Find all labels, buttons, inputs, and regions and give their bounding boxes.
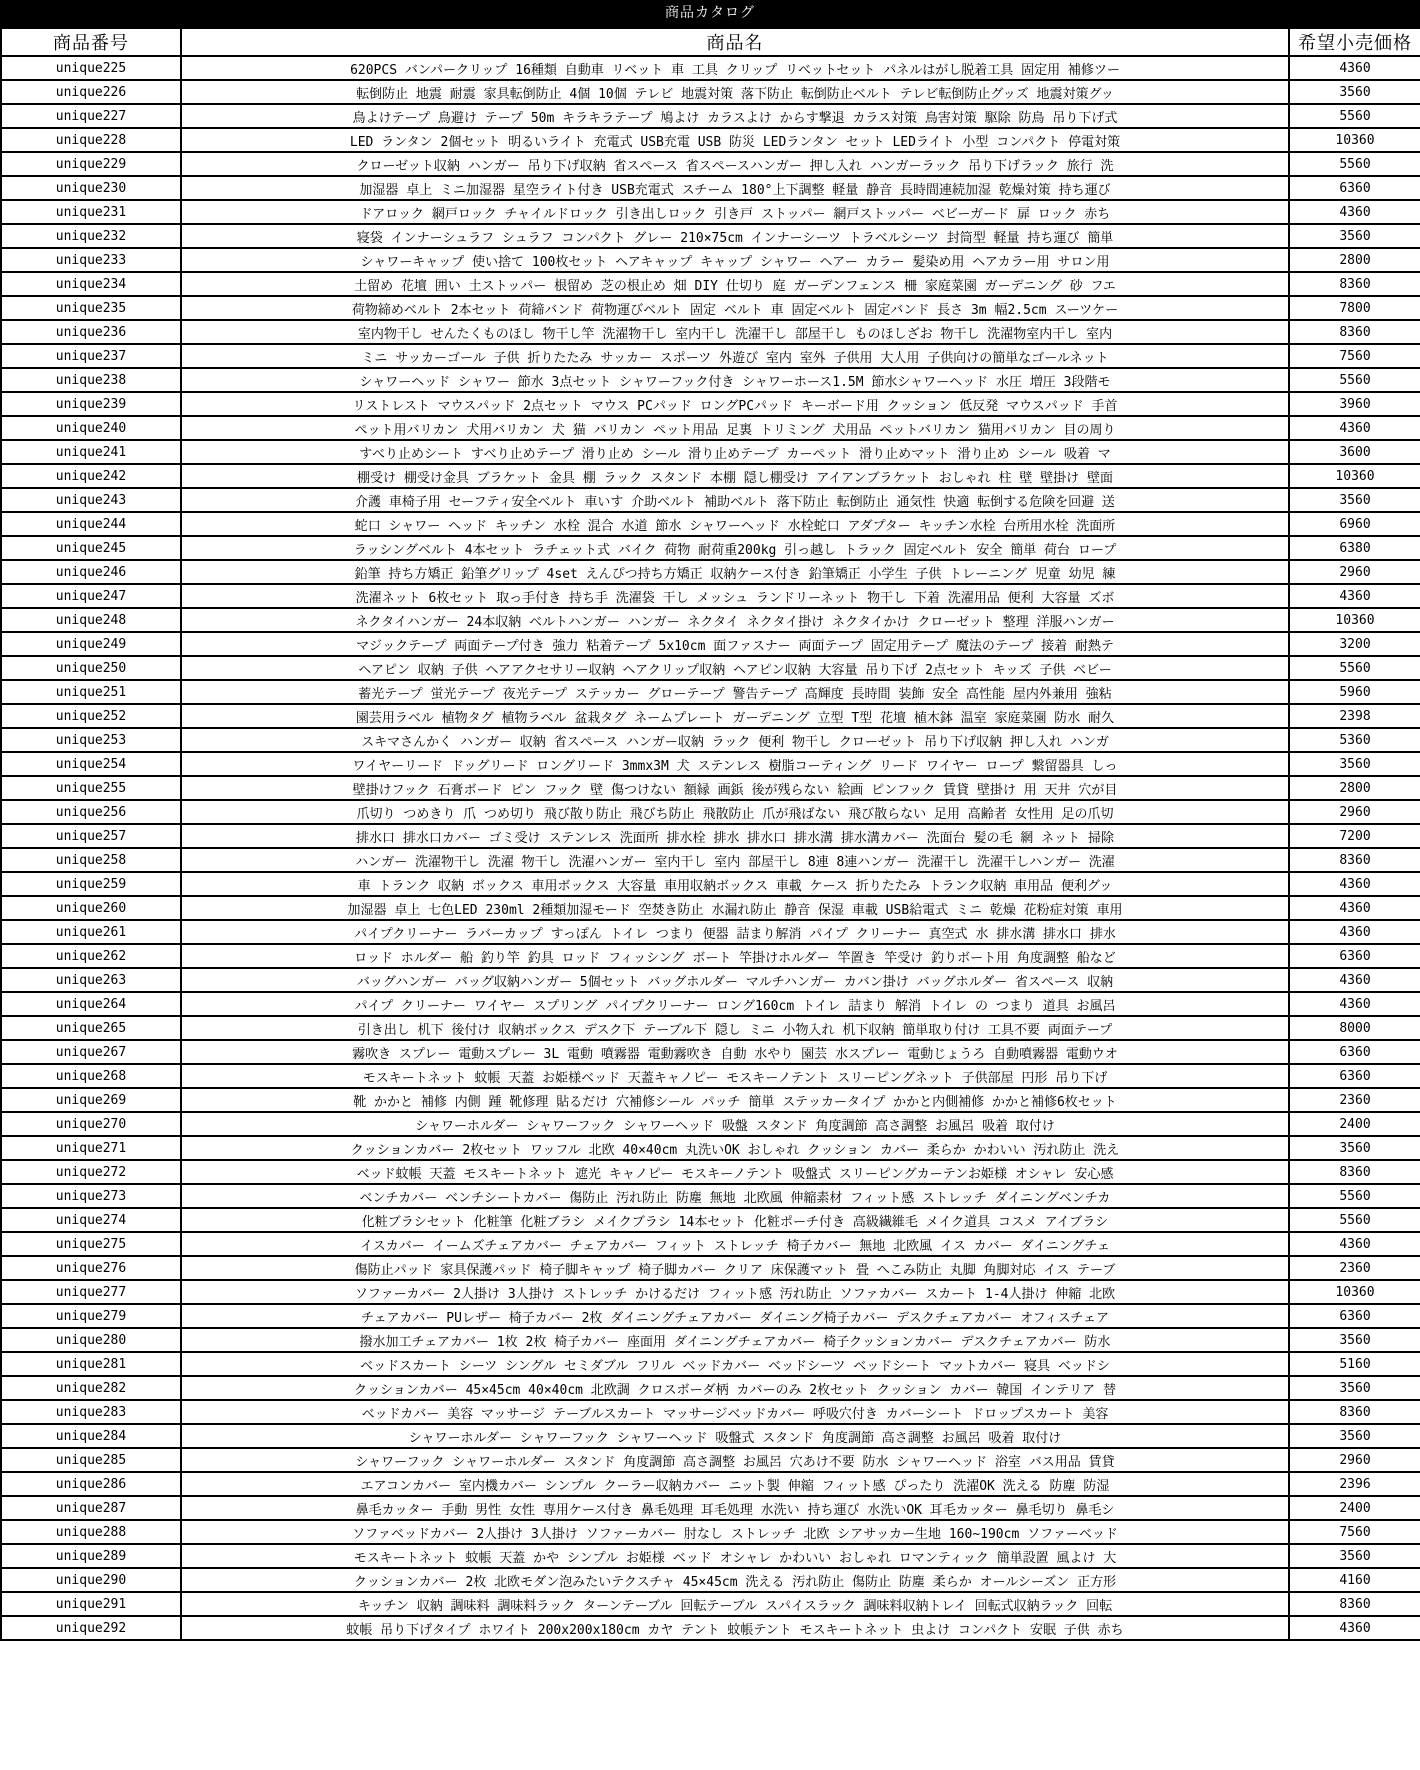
- product-name-cell: 園芸用ラベル 植物タグ 植物ラベル 盆栽タグ ネームプレート ガーデニング 立型 T型 花壇 植木鉢 温室 家庭菜園 防水 耐久: [181, 704, 1289, 728]
- product-name-cell: 介護 車椅子用 セーフティ安全ベルト 車いす 介助ベルト 補助ベルト 落下防止 転倒防止 通気性 快適 転倒する危険を回避 送: [181, 488, 1289, 512]
- table-row: [1, 272, 1420, 296]
- product-number-cell: unique270: [1, 1112, 181, 1136]
- retail-price-cell: 8360: [1289, 1160, 1420, 1184]
- product-name-cell: クッションカバー 2枚セット ワッフル 北欧 40×40cm 丸洗いOK おしゃれ クッション カバー 柔らか かわいい 汚れ防止 洗え: [181, 1136, 1289, 1160]
- product-name-cell: シャワーホルダー シャワーフック シャワーヘッド 吸盤式 スタンド 角度調節 高さ調整 お風呂 吸着 取付け: [181, 1424, 1289, 1448]
- product-name-cell: 爪切り つめきり 爪 つめ切り 飛び散り防止 飛びち防止 飛散防止 爪が飛ばない 飛び散らない 足用 高齢者 女性用 足の爪切: [181, 800, 1289, 824]
- retail-price-cell: 5560: [1289, 656, 1420, 680]
- table-row: [1, 536, 1420, 560]
- product-number-cell: unique253: [1, 728, 181, 752]
- retail-price-cell: 3560: [1289, 1376, 1420, 1400]
- product-name-cell: 鳥よけテープ 鳥避け テープ 50m キラキラテープ 鳩よけ カラスよけ からす撃退 カラス対策 鳥害対策 駆除 防鳥 吊り下げ式: [181, 104, 1289, 128]
- retail-price-cell: 3560: [1289, 80, 1420, 104]
- product-name-cell: リストレスト マウスパッド 2点セット マウス PCパッド ロングPCパッド キーボード用 クッション 低反発 マウスパッド 手首: [181, 392, 1289, 416]
- retail-price-cell: 6360: [1289, 1064, 1420, 1088]
- product-name-cell: ワイヤーリード ドッグリード ロングリード 3mmx3M 犬 ステンレス 樹脂コーティング リード ワイヤー ロープ 繋留器具 しっ: [181, 752, 1289, 776]
- product-name-cell: マジックテープ 両面テープ付き 強力 粘着テープ 5x10cm 面ファスナー 両面テープ 固定用テープ 魔法のテープ 接着 耐熱テ: [181, 632, 1289, 656]
- retail-price-cell: 10360: [1289, 128, 1420, 152]
- retail-price-cell: 4360: [1289, 896, 1420, 920]
- table-row: [1, 1016, 1420, 1040]
- retail-price-cell: 4360: [1289, 416, 1420, 440]
- product-name-cell: ソファーカバー 2人掛け 3人掛け ストレッチ かけるだけ フィット感 汚れ防止 ソファカバー スカート 1-4人掛け 伸縮 北欧: [181, 1280, 1289, 1304]
- product-name-cell: ペット用バリカン 犬用バリカン 犬 猫 バリカン ペット用品 足裏 トリミング 犬用品 ペットバリカン 猫用バリカン 目の周り: [181, 416, 1289, 440]
- product-number-cell: unique286: [1, 1472, 181, 1496]
- product-name-cell: 寝袋 インナーシュラフ シュラフ コンパクト グレー 210×75cm インナーシーツ トラベルシーツ 封筒型 軽量 持ち運び 簡単: [181, 224, 1289, 248]
- product-number-cell: unique284: [1, 1424, 181, 1448]
- product-number-cell: unique277: [1, 1280, 181, 1304]
- product-number-cell: unique272: [1, 1160, 181, 1184]
- table-row: [1, 512, 1420, 536]
- retail-price-cell: 6360: [1289, 944, 1420, 968]
- product-number-cell: unique230: [1, 176, 181, 200]
- retail-price-cell: 5560: [1289, 1208, 1420, 1232]
- product-name-cell: スキマさんかく ハンガー 収納 省スペース ハンガー収納 ラック 便利 物干し クローゼット 吊り下げ収納 押し入れ ハンガ: [181, 728, 1289, 752]
- product-name-cell: シャワーフック シャワーホルダー スタンド 角度調節 高さ調整 お風呂 穴あけ不要 防水 シャワーヘッド 浴室 バス用品 賃貸: [181, 1448, 1289, 1472]
- product-name-cell: 転倒防止 地震 耐震 家具転倒防止 4個 10個 テレビ 地震対策 落下防止 転倒防止ベルト テレビ転倒防止グッズ 地震対策グッ: [181, 80, 1289, 104]
- product-number-cell: unique235: [1, 296, 181, 320]
- table-row: [1, 296, 1420, 320]
- retail-price-cell: 4360: [1289, 56, 1420, 80]
- table-row: [1, 1208, 1420, 1232]
- table-row: [1, 632, 1420, 656]
- product-name-cell: LED ランタン 2個セット 明るいライト 充電式 USB充電 USB 防災 LEDランタン セット LEDライト 小型 コンパクト 停電対策: [181, 128, 1289, 152]
- retail-price-cell: 3560: [1289, 1424, 1420, 1448]
- table-row: [1, 1232, 1420, 1256]
- retail-price-cell: 8360: [1289, 320, 1420, 344]
- product-number-cell: unique241: [1, 440, 181, 464]
- product-number-cell: unique262: [1, 944, 181, 968]
- retail-price-cell: 3560: [1289, 752, 1420, 776]
- table-row: [1, 56, 1420, 80]
- table-row: [1, 1568, 1420, 1592]
- product-name-cell: すべり止めシート すべり止めテープ 滑り止め シール 滑り止めテープ カーペット 滑り止めマット 滑り止め シール 吸着 マ: [181, 440, 1289, 464]
- table-row: [1, 1544, 1420, 1568]
- product-name-cell: クッションカバー 2枚 北欧モダン泡みたいテクスチャ 45×45cm 洗える 汚れ防止 傷防止 防塵 柔らか オールシーズン 正方形: [181, 1568, 1289, 1592]
- table-row: [1, 368, 1420, 392]
- header-row: [1, 28, 1420, 56]
- table-row: [1, 704, 1420, 728]
- product-number-cell: unique259: [1, 872, 181, 896]
- table-row: [1, 1472, 1420, 1496]
- product-number-cell: unique258: [1, 848, 181, 872]
- table-row: [1, 1256, 1420, 1280]
- retail-price-cell: 3560: [1289, 1328, 1420, 1352]
- table-row: [1, 344, 1420, 368]
- table-row: [1, 1376, 1420, 1400]
- product-number-cell: unique244: [1, 512, 181, 536]
- table-row: [1, 1184, 1420, 1208]
- product-name-cell: 加湿器 卓上 ミニ加湿器 星空ライト付き USB充電式 スチーム 180°上下調整 軽量 静音 長時間連続加湿 乾燥対策 持ち運び: [181, 176, 1289, 200]
- retail-price-cell: 4360: [1289, 1616, 1420, 1640]
- retail-price-cell: 2398: [1289, 704, 1420, 728]
- product-number-cell: unique287: [1, 1496, 181, 1520]
- product-number-cell: unique240: [1, 416, 181, 440]
- product-number-cell: unique275: [1, 1232, 181, 1256]
- product-name-cell: ソファベッドカバー 2人掛け 3人掛け ソファーカバー 肘なし ストレッチ 北欧 シアサッカー生地 160~190cm ソファーベッド: [181, 1520, 1289, 1544]
- table-row: [1, 1040, 1420, 1064]
- product-name-cell: 室内物干し せんたくものほし 物干し竿 洗濯物干し 室内干し 洗濯干し 部屋干し ものほしざお 物干し 洗濯物室内干し 室内: [181, 320, 1289, 344]
- table-row: [1, 944, 1420, 968]
- table-row: [1, 320, 1420, 344]
- table-row: [1, 752, 1420, 776]
- product-number-cell: unique269: [1, 1088, 181, 1112]
- retail-price-cell: 3560: [1289, 1136, 1420, 1160]
- product-number-cell: unique290: [1, 1568, 181, 1592]
- product-number-cell: unique292: [1, 1616, 181, 1640]
- product-number-cell: unique267: [1, 1040, 181, 1064]
- product-number-cell: unique257: [1, 824, 181, 848]
- product-name-cell: 化粧ブラシセット 化粧筆 化粧ブラシ メイクブラシ 14本セット 化粧ポーチ付き 高級繊維毛 メイク道具 コスメ アイブラシ: [181, 1208, 1289, 1232]
- product-number-cell: unique265: [1, 1016, 181, 1040]
- table-row: [1, 200, 1420, 224]
- product-name-cell: モスキートネット 蚊帳 天蓋 かや シンプル お姫様 ベッド オシャレ かわいい おしゃれ ロマンティック 簡単設置 風よけ 大: [181, 1544, 1289, 1568]
- retail-price-cell: 3200: [1289, 632, 1420, 656]
- product-number-cell: unique231: [1, 200, 181, 224]
- product-number-cell: unique229: [1, 152, 181, 176]
- product-number-cell: unique291: [1, 1592, 181, 1616]
- table-row: [1, 1592, 1420, 1616]
- product-name-cell: 排水口 排水口カバー ゴミ受け ステンレス 洗面所 排水栓 排水 排水口 排水溝 排水溝カバー 洗面台 髪の毛 網 ネット 掃除: [181, 824, 1289, 848]
- product-name-cell: エアコンカバー 室内機カバー シンプル クーラー収納カバー ニット製 伸縮 フィット感 ぴったり 洗濯OK 洗える 防塵 防湿: [181, 1472, 1289, 1496]
- retail-price-cell: 3600: [1289, 440, 1420, 464]
- product-name-cell: 棚受け 棚受け金具 ブラケット 金具 棚 ラック スタンド 本棚 隠し棚受け アイアンブラケット おしゃれ 柱 壁 壁掛け 壁面: [181, 464, 1289, 488]
- retail-price-cell: 8360: [1289, 848, 1420, 872]
- product-name-cell: 壁掛けフック 石膏ボード ピン フック 壁 傷つけない 額縁 画鋲 後が残らない 絵画 ピンフック 賃貸 壁掛け 用 天井 穴が目: [181, 776, 1289, 800]
- retail-price-cell: 7200: [1289, 824, 1420, 848]
- retail-price-cell: 4360: [1289, 1232, 1420, 1256]
- product-name-cell: キッチン 収納 調味料 調味料ラック ターンテーブル 回転テーブル スパイスラック 調味料収納トレイ 回転式収納ラック 回転: [181, 1592, 1289, 1616]
- table-row: [1, 872, 1420, 896]
- product-number-cell: unique228: [1, 128, 181, 152]
- product-name-cell: 620PCS バンパークリップ 16種類 自動車 リベット 車 工具 クリップ リベットセット パネルはがし脱着工具 固定用 補修ツー: [181, 56, 1289, 80]
- retail-price-cell: 5560: [1289, 1184, 1420, 1208]
- product-number-cell: unique256: [1, 800, 181, 824]
- product-name-cell: ドアロック 網戸ロック チャイルドロック 引き出しロック 引き戸 ストッパー 網戸ストッパー ベビーガード 扉 ロック 赤ち: [181, 200, 1289, 224]
- page-title: 商品カタログ: [0, 0, 1420, 27]
- product-number-cell: unique289: [1, 1544, 181, 1568]
- product-number-cell: unique261: [1, 920, 181, 944]
- retail-price-cell: 2800: [1289, 248, 1420, 272]
- column-header-retail-price: 希望小売価格: [1289, 28, 1420, 56]
- retail-price-cell: 6960: [1289, 512, 1420, 536]
- retail-price-cell: 5960: [1289, 680, 1420, 704]
- table-row: [1, 248, 1420, 272]
- retail-price-cell: 2396: [1289, 1472, 1420, 1496]
- product-number-cell: unique232: [1, 224, 181, 248]
- retail-price-cell: 5560: [1289, 152, 1420, 176]
- product-number-cell: unique283: [1, 1400, 181, 1424]
- product-number-cell: unique243: [1, 488, 181, 512]
- column-header-product-number: 商品番号: [1, 28, 181, 56]
- retail-price-cell: 4360: [1289, 200, 1420, 224]
- product-number-cell: unique249: [1, 632, 181, 656]
- table-row: [1, 1088, 1420, 1112]
- table-row: [1, 440, 1420, 464]
- product-number-cell: unique233: [1, 248, 181, 272]
- table-row: [1, 1496, 1420, 1520]
- product-name-cell: イスカバー イームズチェアカバー チェアカバー フィット ストレッチ 椅子カバー 無地 北欧風 イス カバー ダイニングチェ: [181, 1232, 1289, 1256]
- product-number-cell: unique246: [1, 560, 181, 584]
- table-row: [1, 1352, 1420, 1376]
- product-number-cell: unique282: [1, 1376, 181, 1400]
- product-name-cell: モスキートネット 蚊帳 天蓋 お姫様ベッド 天蓋キャノピー モスキーノテント スリーピングネット 子供部屋 円形 吊り下げ: [181, 1064, 1289, 1088]
- table-row: [1, 464, 1420, 488]
- product-name-cell: 蓄光テープ 蛍光テープ 夜光テープ ステッカー グローテープ 警告テープ 高輝度 長時間 装飾 安全 高性能 屋内外兼用 強粘: [181, 680, 1289, 704]
- product-number-cell: unique273: [1, 1184, 181, 1208]
- table-row: [1, 968, 1420, 992]
- table-row: [1, 680, 1420, 704]
- product-number-cell: unique237: [1, 344, 181, 368]
- table-row: [1, 1616, 1420, 1640]
- retail-price-cell: 6360: [1289, 1304, 1420, 1328]
- retail-price-cell: 2400: [1289, 1112, 1420, 1136]
- retail-price-cell: 4160: [1289, 1568, 1420, 1592]
- retail-price-cell: 10360: [1289, 464, 1420, 488]
- product-number-cell: unique254: [1, 752, 181, 776]
- retail-price-cell: 5560: [1289, 104, 1420, 128]
- retail-price-cell: 5160: [1289, 1352, 1420, 1376]
- retail-price-cell: 6360: [1289, 1040, 1420, 1064]
- product-name-cell: 車 トランク 収納 ボックス 車用ボックス 大容量 車用収納ボックス 車載 ケース 折りたたみ トランク収納 車用品 便利グッ: [181, 872, 1289, 896]
- retail-price-cell: 2960: [1289, 1448, 1420, 1472]
- retail-price-cell: 2800: [1289, 776, 1420, 800]
- product-number-cell: unique276: [1, 1256, 181, 1280]
- retail-price-cell: 4360: [1289, 584, 1420, 608]
- retail-price-cell: 4360: [1289, 968, 1420, 992]
- retail-price-cell: 6360: [1289, 176, 1420, 200]
- table-row: [1, 1112, 1420, 1136]
- retail-price-cell: 10360: [1289, 1280, 1420, 1304]
- product-number-cell: unique234: [1, 272, 181, 296]
- table-row: [1, 1448, 1420, 1472]
- table-row: [1, 560, 1420, 584]
- retail-price-cell: 5360: [1289, 728, 1420, 752]
- product-number-cell: unique255: [1, 776, 181, 800]
- product-catalog-table: [0, 27, 1420, 1641]
- table-row: [1, 1280, 1420, 1304]
- table-row: [1, 608, 1420, 632]
- retail-price-cell: 4360: [1289, 872, 1420, 896]
- table-row: [1, 1136, 1420, 1160]
- product-name-cell: ハンガー 洗濯物干し 洗濯 物干し 洗濯ハンガー 室内干し 室内 部屋干し 8連 8連ハンガー 洗濯干し 洗濯干しハンガー 洗濯: [181, 848, 1289, 872]
- retail-price-cell: 8360: [1289, 1592, 1420, 1616]
- product-number-cell: unique226: [1, 80, 181, 104]
- catalog-table-body: [1, 56, 1420, 1640]
- table-row: [1, 128, 1420, 152]
- retail-price-cell: 7800: [1289, 296, 1420, 320]
- table-row: [1, 1160, 1420, 1184]
- table-row: [1, 152, 1420, 176]
- table-row: [1, 176, 1420, 200]
- product-name-cell: 引き出し 机下 後付け 収納ボックス デスク下 テーブル下 隠し ミニ 小物入れ 机下収納 簡単取り付け 工具不要 両面テープ: [181, 1016, 1289, 1040]
- product-number-cell: unique281: [1, 1352, 181, 1376]
- product-name-cell: シャワーヘッド シャワー 節水 3点セット シャワーフック付き シャワーホース1.5M 節水シャワーヘッド 水圧 増圧 3段階モ: [181, 368, 1289, 392]
- product-number-cell: unique236: [1, 320, 181, 344]
- product-name-cell: 鉛筆 持ち方矯正 鉛筆グリップ 4set えんぴつ持ち方矯正 収納ケース付き 鉛筆矯正 小学生 子供 トレーニング 児童 幼児 練: [181, 560, 1289, 584]
- retail-price-cell: 3560: [1289, 224, 1420, 248]
- product-name-cell: ベッドスカート シーツ シングル セミダブル フリル ベッドカバー ベッドシーツ ベッドシート マットカバー 寝具 ベッドシ: [181, 1352, 1289, 1376]
- table-row: [1, 224, 1420, 248]
- product-name-cell: ベッドカバー 美容 マッサージ テーブルスカート マッサージベッドカバー 呼吸穴付き カバーシート ドロップスカート 美容: [181, 1400, 1289, 1424]
- product-number-cell: unique250: [1, 656, 181, 680]
- column-header-product-name: 商品名: [181, 28, 1289, 56]
- table-row: [1, 656, 1420, 680]
- product-number-cell: unique238: [1, 368, 181, 392]
- product-name-cell: クローゼット収納 ハンガー 吊り下げ収納 省スペース 省スペースハンガー 押し入れ ハンガーラック 吊り下げラック 旅行 洗: [181, 152, 1289, 176]
- table-row: [1, 1400, 1420, 1424]
- table-row: [1, 1328, 1420, 1352]
- product-number-cell: unique279: [1, 1304, 181, 1328]
- product-number-cell: unique271: [1, 1136, 181, 1160]
- retail-price-cell: 3960: [1289, 392, 1420, 416]
- product-name-cell: 蚊帳 吊り下げタイプ ホワイト 200x200x180cm カヤ テント 蚊帳テント モスキートネット 虫よけ コンパクト 安眠 子供 赤ち: [181, 1616, 1289, 1640]
- table-row: [1, 1304, 1420, 1328]
- product-name-cell: 靴 かかと 補修 内側 踵 靴修理 貼るだけ 穴補修シール パッチ 簡単 ステッカータイプ かかと内側補修 かかと補修6枚セット: [181, 1088, 1289, 1112]
- product-name-cell: ロッド ホルダー 船 釣り竿 釣具 ロッド フィッシング ボート 竿掛けホルダー 竿置き 竿受け 釣りボート用 角度調整 船など: [181, 944, 1289, 968]
- retail-price-cell: 5560: [1289, 368, 1420, 392]
- table-row: [1, 104, 1420, 128]
- retail-price-cell: 8000: [1289, 1016, 1420, 1040]
- retail-price-cell: 2960: [1289, 800, 1420, 824]
- product-name-cell: 洗濯ネット 6枚セット 取っ手付き 持ち手 洗濯袋 干し メッシュ ランドリーネット 物干し 下着 洗濯用品 便利 大容量 ズボ: [181, 584, 1289, 608]
- table-row: [1, 1520, 1420, 1544]
- retail-price-cell: 4360: [1289, 920, 1420, 944]
- product-name-cell: パイプクリーナー ラバーカップ すっぽん トイレ つまり 便器 詰まり解消 パイプ クリーナー 真空式 水 排水溝 排水口 排水: [181, 920, 1289, 944]
- table-row: [1, 800, 1420, 824]
- product-number-cell: unique225: [1, 56, 181, 80]
- product-number-cell: unique285: [1, 1448, 181, 1472]
- product-name-cell: ミニ サッカーゴール 子供 折りたたみ サッカー スポーツ 外遊び 室内 室外 子供用 大人用 子供向けの簡単なゴールネット: [181, 344, 1289, 368]
- product-number-cell: unique288: [1, 1520, 181, 1544]
- table-row: [1, 848, 1420, 872]
- product-number-cell: unique247: [1, 584, 181, 608]
- product-name-cell: 傷防止パッド 家具保護パッド 椅子脚キャップ 椅子脚カバー クリア 床保護マット 畳 へこみ防止 丸脚 角脚対応 イス テーブ: [181, 1256, 1289, 1280]
- table-row: [1, 992, 1420, 1016]
- product-name-cell: 土留め 花壇 囲い 土ストッパー 根留め 芝の根止め 畑 DIY 仕切り 庭 ガーデンフェンス 柵 家庭菜園 ガーデニング 砂 フエ: [181, 272, 1289, 296]
- table-row: [1, 416, 1420, 440]
- product-number-cell: unique264: [1, 992, 181, 1016]
- table-row: [1, 80, 1420, 104]
- product-number-cell: unique245: [1, 536, 181, 560]
- retail-price-cell: 7560: [1289, 344, 1420, 368]
- product-number-cell: unique242: [1, 464, 181, 488]
- product-number-cell: unique252: [1, 704, 181, 728]
- product-name-cell: 霧吹き スプレー 電動スプレー 3L 電動 噴霧器 電動霧吹き 自動 水やり 園芸 水スプレー 電動じょうろ 自動噴霧器 電動ウオ: [181, 1040, 1289, 1064]
- product-name-cell: ラッシングベルト 4本セット ラチェット式 バイク 荷物 耐荷重200kg 引っ越し トラック 固定ベルト 安全 簡単 荷台 ロープ: [181, 536, 1289, 560]
- retail-price-cell: 4360: [1289, 992, 1420, 1016]
- product-name-cell: ベンチカバー ベンチシートカバー 傷防止 汚れ防止 防塵 無地 北欧風 伸縮素材 フィット感 ストレッチ ダイニングベンチカ: [181, 1184, 1289, 1208]
- table-row: [1, 488, 1420, 512]
- retail-price-cell: 8360: [1289, 1400, 1420, 1424]
- table-row: [1, 1424, 1420, 1448]
- retail-price-cell: 10360: [1289, 608, 1420, 632]
- product-name-cell: シャワーキャップ 使い捨て 100枚セット ヘアキャップ キャップ シャワー ヘアー カラー 髪染め用 ヘアカラー用 サロン用: [181, 248, 1289, 272]
- retail-price-cell: 3560: [1289, 488, 1420, 512]
- retail-price-cell: 8360: [1289, 272, 1420, 296]
- product-number-cell: unique227: [1, 104, 181, 128]
- product-number-cell: unique268: [1, 1064, 181, 1088]
- table-header: [1, 28, 1420, 56]
- product-name-cell: バッグハンガー バッグ収納ハンガー 5個セット バッグホルダー マルチハンガー カバン掛け バッグホルダー 省スペース 収納: [181, 968, 1289, 992]
- product-name-cell: ヘアピン 収納 子供 ヘアアクセサリー収納 ヘアクリップ収納 ヘアピン収納 大容量 吊り下げ 2点セット キッズ 子供 ベビー: [181, 656, 1289, 680]
- retail-price-cell: 2360: [1289, 1256, 1420, 1280]
- retail-price-cell: 7560: [1289, 1520, 1420, 1544]
- product-name-cell: ネクタイハンガー 24本収納 ベルトハンガー ハンガー ネクタイ ネクタイ掛け ネクタイかけ クローゼット 整理 洋服ハンガー: [181, 608, 1289, 632]
- product-number-cell: unique280: [1, 1328, 181, 1352]
- table-row: [1, 392, 1420, 416]
- product-name-cell: 鼻毛カッター 手動 男性 女性 専用ケース付き 鼻毛処理 耳毛処理 水洗い 持ち運び 水洗いOK 耳毛カッター 鼻毛切り 鼻毛シ: [181, 1496, 1289, 1520]
- product-number-cell: unique239: [1, 392, 181, 416]
- product-name-cell: 撥水加工チェアカバー 1枚 2枚 椅子カバー 座面用 ダイニングチェアカバー 椅子クッションカバー デスクチェアカバー 防水: [181, 1328, 1289, 1352]
- product-number-cell: unique248: [1, 608, 181, 632]
- product-number-cell: unique274: [1, 1208, 181, 1232]
- retail-price-cell: 3560: [1289, 1544, 1420, 1568]
- product-name-cell: 荷物締めベルト 2本セット 荷締バンド 荷物運びベルト 固定 ベルト 車 固定ベルト 固定バンド 長さ 3m 幅2.5cm スーツケー: [181, 296, 1289, 320]
- table-row: [1, 920, 1420, 944]
- retail-price-cell: 2360: [1289, 1088, 1420, 1112]
- table-row: [1, 728, 1420, 752]
- product-number-cell: unique263: [1, 968, 181, 992]
- product-number-cell: unique251: [1, 680, 181, 704]
- product-name-cell: ベッド蚊帳 天蓋 モスキートネット 遮光 キャノピー モスキーノテント 吸盤式 スリーピングカーテンお姫様 オシャレ 安心感: [181, 1160, 1289, 1184]
- product-name-cell: クッションカバー 45×45cm 40×40cm 北欧調 クロスボーダ柄 カバーのみ 2枚セット クッション カバー 韓国 インテリア 替: [181, 1376, 1289, 1400]
- table-row: [1, 824, 1420, 848]
- product-name-cell: 加湿器 卓上 七色LED 230ml 2種類加湿モード 空焚き防止 水漏れ防止 静音 保湿 車載 USB給電式 ミニ 乾燥 花粉症対策 車用: [181, 896, 1289, 920]
- table-row: [1, 1064, 1420, 1088]
- product-name-cell: 蛇口 シャワー ヘッド キッチン 水栓 混合 水道 節水 シャワーヘッド 水栓蛇口 アダプター キッチン水栓 台所用水栓 洗面所: [181, 512, 1289, 536]
- product-name-cell: シャワーホルダー シャワーフック シャワーヘッド 吸盤 スタンド 角度調節 高さ調整 お風呂 吸着 取付け: [181, 1112, 1289, 1136]
- table-row: [1, 896, 1420, 920]
- retail-price-cell: 2960: [1289, 560, 1420, 584]
- table-row: [1, 776, 1420, 800]
- retail-price-cell: 2400: [1289, 1496, 1420, 1520]
- retail-price-cell: 6380: [1289, 536, 1420, 560]
- product-name-cell: パイプ クリーナー ワイヤー スプリング パイプクリーナー ロング160cm トイレ 詰まり 解消 トイレ の つまり 道具 お風呂: [181, 992, 1289, 1016]
- table-row: [1, 584, 1420, 608]
- product-number-cell: unique260: [1, 896, 181, 920]
- product-name-cell: チェアカバー PUレザー 椅子カバー 2枚 ダイニングチェアカバー ダイニング椅子カバー デスクチェアカバー オフィスチェア: [181, 1304, 1289, 1328]
